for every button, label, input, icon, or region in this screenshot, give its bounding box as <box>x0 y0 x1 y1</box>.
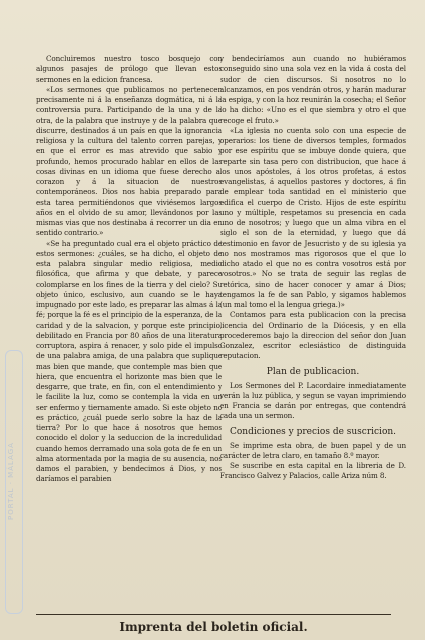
conditions-paragraph: Se suscribe en esta capital en la libreria de D. Francisco Galvez y Palacios, calle Ariza núm 8. <box>220 461 406 481</box>
conditions-heading: Condiciones y precios de suscricion. <box>229 426 397 437</box>
plan-heading: Plan de publicacion. <box>266 366 360 377</box>
printer-imprint: Imprenta del boletin oficial. <box>119 620 308 634</box>
paragraph: «Se ha preguntado cual era el objeto práctico de estos sermones: ¿cuáles, se ha dicho, el objeto de esta palabra singular medio religiosa, medio filosófica, que afirma y que debate, y parece colomplarse en los fines de la tierra y del cielo? Su objeto único, esclusivo, aun cuando se le haya impugnado por este lado, es preparar las almas á la fé; porque la fé es el principio de la esperanza, de la caridad y de la salvacion, y porque este principio, debilitado en Francia por 80 años de una literatura corruptora, aspira á renacer, y solo pide el impulso de una palabra amiga, de una palabra que suplique mas bien que mande, que contemple mas bien que hiera, que encuentra el horizonte mas bien que le desgarre, que trate, en fin, con el entendimiento y le facilite la luz, como se contempla la vida en un ser enfermo y tiernamente amado. Si este objeto no es práctico, ¿cuál puede serlo sobre la haz de la tierra? Por lo que hace á nosotros que hemos conocido el dolor y la seduccion de la incredulidad cuando hemos derramado una sola gota de fe en un alma atormentada por la magia de su ausencia, nos damos el parabien, y bendecimos á Dios, y nos daríamos el parabien <box>36 238 222 484</box>
paragraph: Contamos para esta publicacion con la precisa licencia del Ordinario de la Diócesis, y en ella procederemos bajo la direccion del señor don Juan Gonzalez, escritor eclesiástico de distinguida reputacion. <box>220 310 406 361</box>
paragraph: Concluiremos nuestro tosco bosquejo con algunos pasajes de prólogo que llevan estos sermones en la edicion francesa. <box>36 54 222 84</box>
footer-rule <box>36 614 391 615</box>
conditions-paragraph: Se imprime esta obra, de buen papel y de un carácter de letra claro, en tamaño 8.º mayor. <box>220 440 406 460</box>
paragraph: «La iglesia no cuenta solo con una especie de operarios: los tiene de diversos temples, formados por ese espíritu que se imbuye donde quiera, que reparte sin tasa pero con distribucion, que hace á los unos apóstoles, á los otros profetas, á estos evangelistas, á aquellos pastores y doctores, á fin de emplear toda santidad en el ministerio que edifica el cuerpo de Cristo. Hijos de este espíritu uno y múltiple, respetamos su presencia en cada uno de nosotros; y luego que un alma vibra en el siglo el son de la eternidad, y luego que dá testimonio en favor de Jesucristo y de su iglesia ya no nos mostramos mas rigorosos que el que lo dicho atado el que no es contra vosotros está por vosotros.» No se trata de seguir las reglas de retórica, sino de hacer conocer y amar á Dios; tengamos la fe de san Pablo, y sigamos hablemos (un mal tomo el la lengua griega.)» <box>220 125 406 309</box>
paragraph: «Los sermones que publicamos no pertenecen precisamente ni á la enseñanza dogmática, ni á la controversia pura. Participando de la una y de la otra, de la palabra que instruye y de la palabra que discurre, destinados á un país en que la ignorancia religiosa y la cultura del talento corren parejas, y en que el error es mas atrevido que sabio y profundo, hemos procurado hablar en ellos de las cosas divinas en un idioma que fuese derecho al corazon y á la situacion de nuestros contemporáneos. Dios nos habia preparado para esta tarea permitiéndonos que viviésemos largos años en el olvido de su amor, llevándonos por las mismas vias que nos destinaba á recorrer un dia en sentido contrario.» <box>36 84 222 238</box>
left-column <box>36 54 222 485</box>
library-stamp: PORTAL · MÁLAGA <box>7 442 15 520</box>
plan-text: Los Sermones del P. Lacordaire inmediatamente verán la luz pública, y segun se vayan imprimiendo en Francia se darán por entregas, que contendrá cada una un sermon. <box>220 380 406 421</box>
right-column <box>220 54 406 482</box>
paragraph: y bendeciríamos aun cuando no hubiéramos conseguido sino una sola vez en la vida á costa del sudor de cien discursos. Si nosotros no lo alcanzamos, en pos vendrán otros, y harán madurar la espiga, y con la hoz reunirán la cosecha; el Señor lo ha dicho: «Uno es el que siembra y otro el que recoge el fruto.» <box>220 54 406 125</box>
